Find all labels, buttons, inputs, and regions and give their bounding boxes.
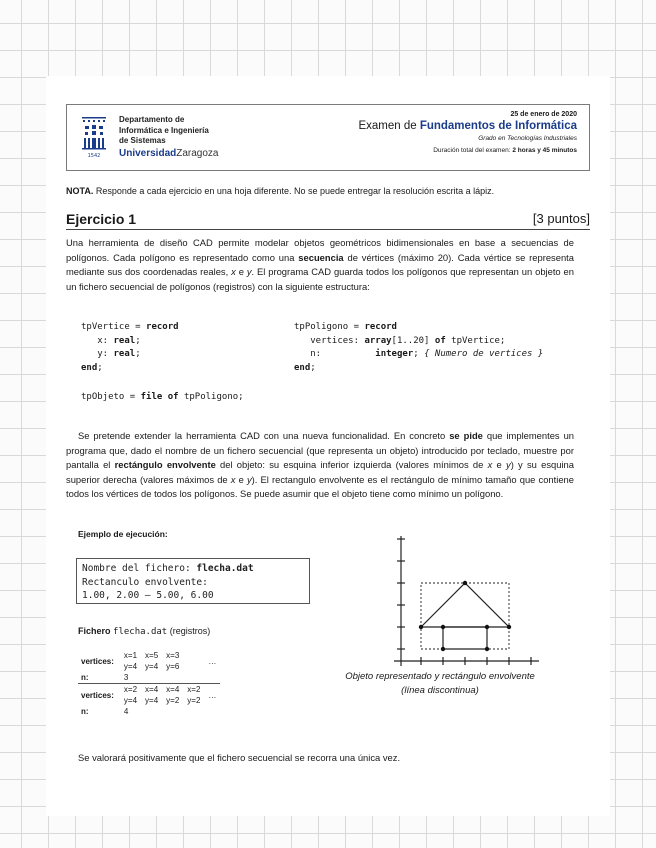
exercise-intro	[66, 236, 574, 294]
terminal-line: Nombre del fichero: flecha.dat	[82, 563, 254, 574]
exam-header	[66, 104, 590, 171]
object-diagram	[391, 531, 541, 671]
text: ). El rectangulo envolvente es el rectángulo de mínimo tamaño que contiene todos los vértices de todos los polígonos. Se puede asumir que el objeto tiene como mínimo un polígono.	[66, 473, 574, 500]
university-name	[119, 148, 219, 159]
vertex-point	[441, 625, 445, 629]
dept-line: Informática e Ingeniería	[119, 125, 209, 135]
exercise-title: Ejercicio 1	[66, 211, 137, 227]
exercise-rule	[66, 229, 590, 230]
file-suffix: (registros)	[169, 626, 211, 636]
exercise-task	[66, 429, 574, 502]
degree-name: Grado en Tecnologías Industriales	[478, 135, 577, 142]
exercise-points: [3 puntos]	[532, 211, 590, 226]
n-value: 3	[120, 672, 141, 684]
emph-secuencia: secuencia	[298, 251, 344, 263]
vertex-point	[507, 625, 511, 629]
n-label: n:	[81, 707, 89, 716]
emph-rectangulo: rectángulo envolvente	[114, 459, 216, 471]
emph-se-pide: se pide	[449, 430, 483, 441]
vertices-label: vertices:	[81, 656, 114, 666]
file-word: Fichero	[78, 626, 111, 636]
vertices-label: vertices:	[81, 690, 114, 700]
math-y: y	[246, 266, 252, 278]
figure-caption	[342, 670, 538, 698]
exam-note	[66, 186, 494, 196]
logo-year: 1542	[87, 153, 101, 159]
text: del objeto: su esquina inferior izquierda (valores mínimos de	[215, 459, 488, 471]
exam-page	[46, 76, 610, 816]
vertex-point	[441, 647, 445, 651]
note-text: Responde a cada ejercicio en una hoja diferente. No se puede entregar la resolución escrita a lápiz.	[93, 186, 495, 196]
text: ) y su esquina superior derecha (valores máximos de	[66, 459, 574, 485]
caption-line: (línea discontinua)	[401, 685, 479, 696]
text: e	[235, 473, 247, 485]
n-label: n:	[78, 672, 120, 684]
exam-duration	[358, 147, 577, 154]
exam-date: 25 de enero de 2020	[510, 111, 577, 118]
univ-name: Universidad	[119, 148, 177, 159]
vertex-point	[419, 625, 423, 629]
closing-note: Se valorará positivamente que el fichero secuencial se recorra una única vez.	[78, 752, 401, 763]
text: . El programa CAD guarda todos los polígonos que representan un objeto en un fichero secuencial de polígonos (registros) con la siguiente estructura:	[66, 266, 574, 292]
duration-prefix: Duración total del examen:	[433, 147, 513, 154]
univ-city: Zaragoza	[176, 148, 219, 159]
duration-value: 2 horas y 45 minutos	[512, 147, 577, 154]
exam-prefix: Examen de	[358, 120, 420, 132]
code-tpvertice: tpVertice = record x: real; y: real; end;	[81, 322, 179, 373]
vertex-point	[485, 625, 489, 629]
example-title: Ejemplo de ejecución:	[78, 529, 168, 539]
vertex-point	[485, 647, 489, 651]
math-y: y	[506, 459, 511, 471]
terminal-line: Rectanculo envolvente:	[82, 576, 208, 588]
polygon-square	[443, 627, 487, 649]
math-x: x	[230, 473, 236, 485]
math-x: x	[487, 459, 493, 471]
dept-line: de Sistemas	[119, 136, 166, 145]
terminal-output	[76, 558, 310, 604]
university-logo	[79, 115, 109, 159]
text: e	[492, 459, 506, 471]
text: Se pretende extender la herramienta CAD con una nueva funcionalidad. En concreto	[78, 430, 450, 441]
file-name: flecha.dat	[113, 627, 168, 637]
department-name	[119, 115, 209, 147]
text: Una herramienta de diseño CAD permite modelar objetos geométricos bidimensionales en base a secuencias de polígonos. Cada polígono es representado como una	[66, 237, 574, 263]
text: e	[235, 266, 247, 278]
file-records-table: vertices: x=1 x=5 x=3 … y=4 y=4 y=6 n: 3 vertices: x=2 x=4 x=4 x=2 … y=4 y=4 y=2 y=2 n: 4	[78, 650, 220, 717]
code-tppoligono: tpPoligono = record vertices: array[1..20] of tpVertice; n: integer; { Numero de vertices } end;	[294, 322, 544, 373]
exam-subject: Fundamentos de Informática	[419, 120, 577, 132]
n-value: 4	[123, 707, 129, 716]
ellipsis: …	[208, 656, 217, 666]
vertex-point	[463, 581, 467, 585]
ellipsis: …	[208, 690, 217, 700]
dept-line: Departamento de	[119, 115, 185, 124]
math-y: y	[246, 473, 252, 485]
exam-info	[358, 111, 577, 154]
exam-title	[358, 120, 577, 132]
math-x: x	[231, 266, 236, 278]
terminal-line: 1.00, 2.00 — 5.00, 6.00	[82, 590, 214, 601]
bounding-rectangle	[421, 583, 509, 649]
code-tpobjeto: tpObjeto = file of tpPoligono;	[81, 392, 244, 402]
text: de vértices (máximo 20). Cada vértice se representa mediante sus dos coordenadas reales,	[66, 251, 574, 278]
polygon-triangle	[421, 583, 509, 627]
text: que implementes un programa que, dado el nombre de un fichero secuencial (que representa un objeto) introducido por teclado, muestre por pantalla el	[66, 430, 574, 471]
caption-line: Objeto representado y rectángulo envolvente	[345, 671, 535, 682]
file-title	[78, 626, 210, 637]
note-label: NOTA.	[66, 186, 94, 196]
